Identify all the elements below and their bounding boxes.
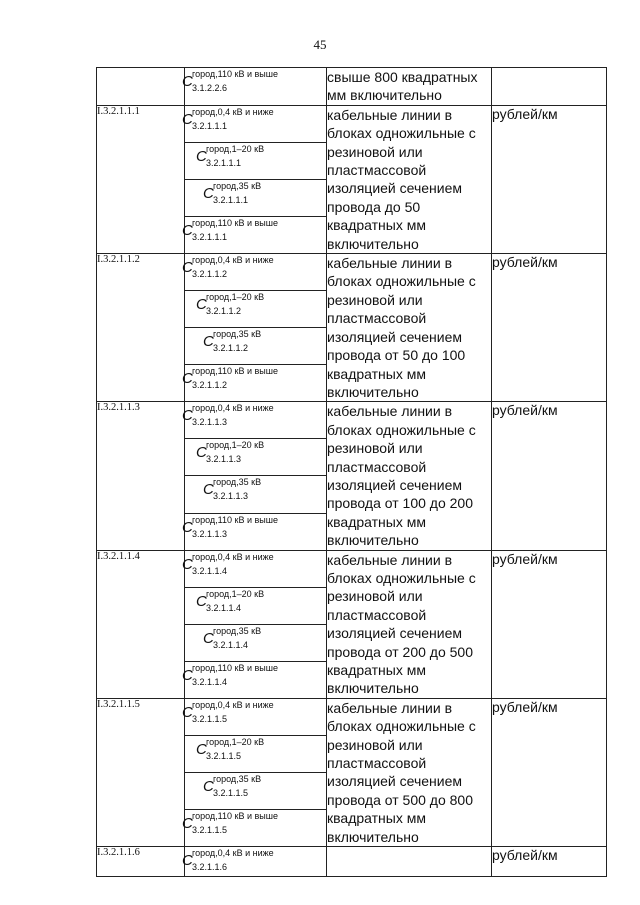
- tariff-table: [96, 67, 607, 877]
- rate-variable: [182, 514, 326, 543]
- rate-subscript: 3.2.1.1.5: [213, 787, 249, 798]
- item-code: I.3.2.1.1.5: [97, 698, 185, 846]
- rate-variable-cell: [185, 624, 327, 661]
- rate-superscript: город,110 кВ и выше: [192, 69, 278, 79]
- rate-subscript: 3.2.1.1.3: [192, 417, 228, 428]
- item-code: I.3.2.1.1.1: [97, 105, 185, 253]
- rate-subscript: 3.2.1.1.5: [192, 825, 228, 835]
- rate-variable: [185, 180, 326, 209]
- rate-variable: [185, 736, 326, 765]
- rate-variable-cell: [185, 476, 327, 513]
- rate-symbol: C: [182, 407, 193, 425]
- rate-variable: [185, 328, 326, 357]
- rate-variable-cell: [185, 328, 327, 365]
- rate-superscript: город,35 кВ: [213, 625, 262, 636]
- rate-variable: [182, 810, 326, 839]
- rate-variable-cell: [185, 142, 327, 179]
- rate-superscript: город,35 кВ: [213, 180, 262, 191]
- rate-subscript: 3.2.1.1.4: [192, 676, 228, 687]
- rate-subscript: 3.2.1.1.1: [192, 120, 228, 131]
- item-unit: рублей/км: [492, 402, 607, 550]
- item-description: кабельные линии в блоках одножильные с резиновой или пластмассовой изоляцией сечением провода от 500 до 800 квадратных мм включительно: [327, 698, 492, 846]
- rate-variable: [182, 365, 326, 394]
- rate-symbol: C: [182, 110, 193, 128]
- rate-subscript: 3.2.1.1.2: [213, 343, 249, 354]
- rate-variable-cell: [185, 291, 327, 328]
- table-row: [97, 402, 607, 439]
- rate-symbol: C: [203, 481, 214, 499]
- rate-variable-cell: [185, 179, 327, 216]
- rate-variable-cell: [185, 735, 327, 772]
- tariff-table-body: [97, 68, 607, 877]
- rate-variable-cell: [182, 847, 327, 877]
- item-description: кабельные линии в блоках одножильные с резиновой или пластмассовой изоляцией сечением провода от 100 до 200 квадратных мм включительно: [327, 402, 492, 550]
- rate-variable: [185, 588, 326, 617]
- rate-variable: [185, 291, 326, 320]
- rate-superscript: город,1–20 кВ: [206, 292, 265, 303]
- rate-symbol: C: [196, 296, 207, 314]
- rate-symbol: C: [182, 222, 193, 239]
- item-description: [327, 847, 492, 877]
- rate-variable-cell: [182, 513, 327, 550]
- rate-superscript: город,0,4 кВ и ниже: [192, 551, 274, 562]
- rate-variable: [185, 773, 326, 802]
- rate-symbol: C: [196, 147, 207, 165]
- rate-variable: [185, 143, 326, 172]
- rate-superscript: город,0,4 кВ и ниже: [192, 848, 274, 859]
- rate-variable: [185, 625, 326, 654]
- rate-subscript: 3.2.1.1.4: [206, 602, 242, 613]
- rate-superscript: город,0,4 кВ и ниже: [192, 403, 274, 414]
- rate-subscript: 3.2.1.1.1: [192, 232, 228, 242]
- rate-superscript: город,110 кВ и выше: [192, 366, 278, 377]
- rate-superscript: город,110 кВ и выше: [192, 218, 278, 228]
- item-description: свыше 800 квадратных мм включительно: [327, 68, 492, 106]
- rate-subscript: 3.2.1.1.3: [192, 528, 228, 539]
- rate-variable-cell: [182, 402, 327, 439]
- item-unit: рублей/км: [492, 847, 607, 877]
- rate-variable-cell: [185, 439, 327, 476]
- rate-superscript: город,35 кВ: [213, 329, 262, 340]
- rate-superscript: город,110 кВ и выше: [192, 662, 278, 673]
- rate-symbol: C: [182, 852, 193, 870]
- rate-subscript: 3.2.1.1.4: [213, 639, 249, 650]
- item-code: I.3.2.1.1.6: [97, 847, 185, 877]
- item-code: I.3.2.1.1.3: [97, 402, 185, 550]
- table-row: [97, 847, 607, 877]
- item-code: I.3.2.1.1.2: [97, 254, 185, 402]
- rate-superscript: город,1–20 кВ: [206, 588, 265, 599]
- rate-variable-cell: [182, 68, 327, 106]
- rate-subscript: 3.2.1.1.3: [213, 491, 249, 502]
- rate-symbol: C: [182, 370, 193, 388]
- rate-superscript: город,0,4 кВ и ниже: [192, 255, 274, 266]
- rate-subscript: 3.2.1.1.4: [192, 565, 228, 576]
- rate-superscript: город,110 кВ и выше: [192, 811, 278, 821]
- rate-subscript: 3.2.1.1.3: [206, 454, 242, 465]
- rate-symbol: C: [182, 259, 193, 277]
- rate-symbol: C: [203, 777, 214, 795]
- rate-superscript: город,110 кВ и выше: [192, 514, 278, 525]
- rate-symbol: C: [182, 703, 193, 721]
- rate-variable: [182, 699, 326, 728]
- rate-symbol: C: [182, 555, 193, 573]
- rate-variable: [182, 254, 326, 283]
- rate-subscript: 3.2.1.1.2: [192, 380, 228, 391]
- rate-variable: [182, 68, 326, 97]
- table-row: [97, 698, 607, 735]
- rate-subscript: 3.2.1.1.1: [206, 157, 242, 168]
- rate-superscript: город,0,4 кВ и ниже: [192, 699, 274, 710]
- rate-variable-cell: [182, 365, 327, 402]
- rate-superscript: город,1–20 кВ: [206, 440, 265, 451]
- rate-subscript: 3.2.1.1.2: [192, 269, 228, 280]
- item-unit: [492, 68, 607, 106]
- rate-subscript: 3.2.1.1.2: [206, 306, 242, 317]
- table-row: [97, 550, 607, 587]
- rate-symbol: C: [182, 815, 193, 832]
- rate-symbol: C: [182, 518, 193, 536]
- rate-subscript: 3.2.1.1.5: [206, 750, 242, 761]
- item-unit: рублей/км: [492, 550, 607, 698]
- rate-variable-cell: [182, 698, 327, 735]
- rate-symbol: C: [203, 629, 214, 647]
- rate-variable: [182, 847, 326, 876]
- rate-variable-cell: [182, 254, 327, 291]
- rate-variable: [185, 439, 326, 468]
- rate-variable-cell: [182, 661, 327, 698]
- rate-variable-cell: [182, 217, 327, 254]
- page-number: 45: [313, 37, 327, 52]
- rate-variable-cell: [185, 587, 327, 624]
- rate-symbol: C: [182, 73, 193, 90]
- rate-variable: [182, 551, 326, 580]
- rate-superscript: город,0,4 кВ и ниже: [192, 106, 274, 117]
- item-code: I.3.2.1.1.4: [97, 550, 185, 698]
- rate-variable-cell: [185, 772, 327, 809]
- rate-subscript: 3.1.2.2.6: [192, 83, 228, 93]
- table-row: [97, 254, 607, 291]
- rate-superscript: город,35 кВ: [213, 773, 262, 784]
- rate-symbol: C: [196, 740, 207, 758]
- item-description: кабельные линии в блоках одножильные с резиновой или пластмассовой изоляцией сечением провода до 50 квадратных мм включительно: [327, 105, 492, 253]
- table-row: [97, 68, 607, 106]
- item-unit: рублей/км: [492, 105, 607, 253]
- rate-symbol: C: [182, 666, 193, 684]
- rate-subscript: 3.2.1.1.5: [192, 713, 228, 724]
- rate-variable: [182, 662, 326, 691]
- rate-symbol: C: [203, 184, 214, 202]
- item-description: кабельные линии в блоках одножильные с резиновой или пластмассовой изоляцией сечением провода от 50 до 100 квадратных мм включительно: [327, 254, 492, 402]
- rate-variable-cell: [182, 550, 327, 587]
- rate-variable-cell: [182, 105, 327, 142]
- rate-superscript: город,35 кВ: [213, 477, 262, 488]
- rate-subscript: 3.2.1.1.6: [192, 862, 228, 873]
- rate-variable: [182, 402, 326, 431]
- rate-superscript: город,1–20 кВ: [206, 143, 265, 154]
- item-unit: рублей/км: [492, 698, 607, 846]
- rate-variable: [185, 476, 326, 505]
- item-code: [97, 68, 185, 106]
- rate-symbol: C: [196, 592, 207, 610]
- rate-variable-cell: [182, 810, 327, 847]
- rate-subscript: 3.2.1.1.1: [213, 194, 249, 205]
- rate-symbol: C: [203, 333, 214, 351]
- rate-variable: [182, 217, 326, 246]
- item-unit: рублей/км: [492, 254, 607, 402]
- item-description: кабельные линии в блоках одножильные с резиновой или пластмассовой изоляцией сечением провода от 200 до 500 квадратных мм включительно: [327, 550, 492, 698]
- table-row: [97, 105, 607, 142]
- rate-symbol: C: [196, 444, 207, 462]
- rate-superscript: город,1–20 кВ: [206, 736, 265, 747]
- rate-variable: [182, 106, 326, 135]
